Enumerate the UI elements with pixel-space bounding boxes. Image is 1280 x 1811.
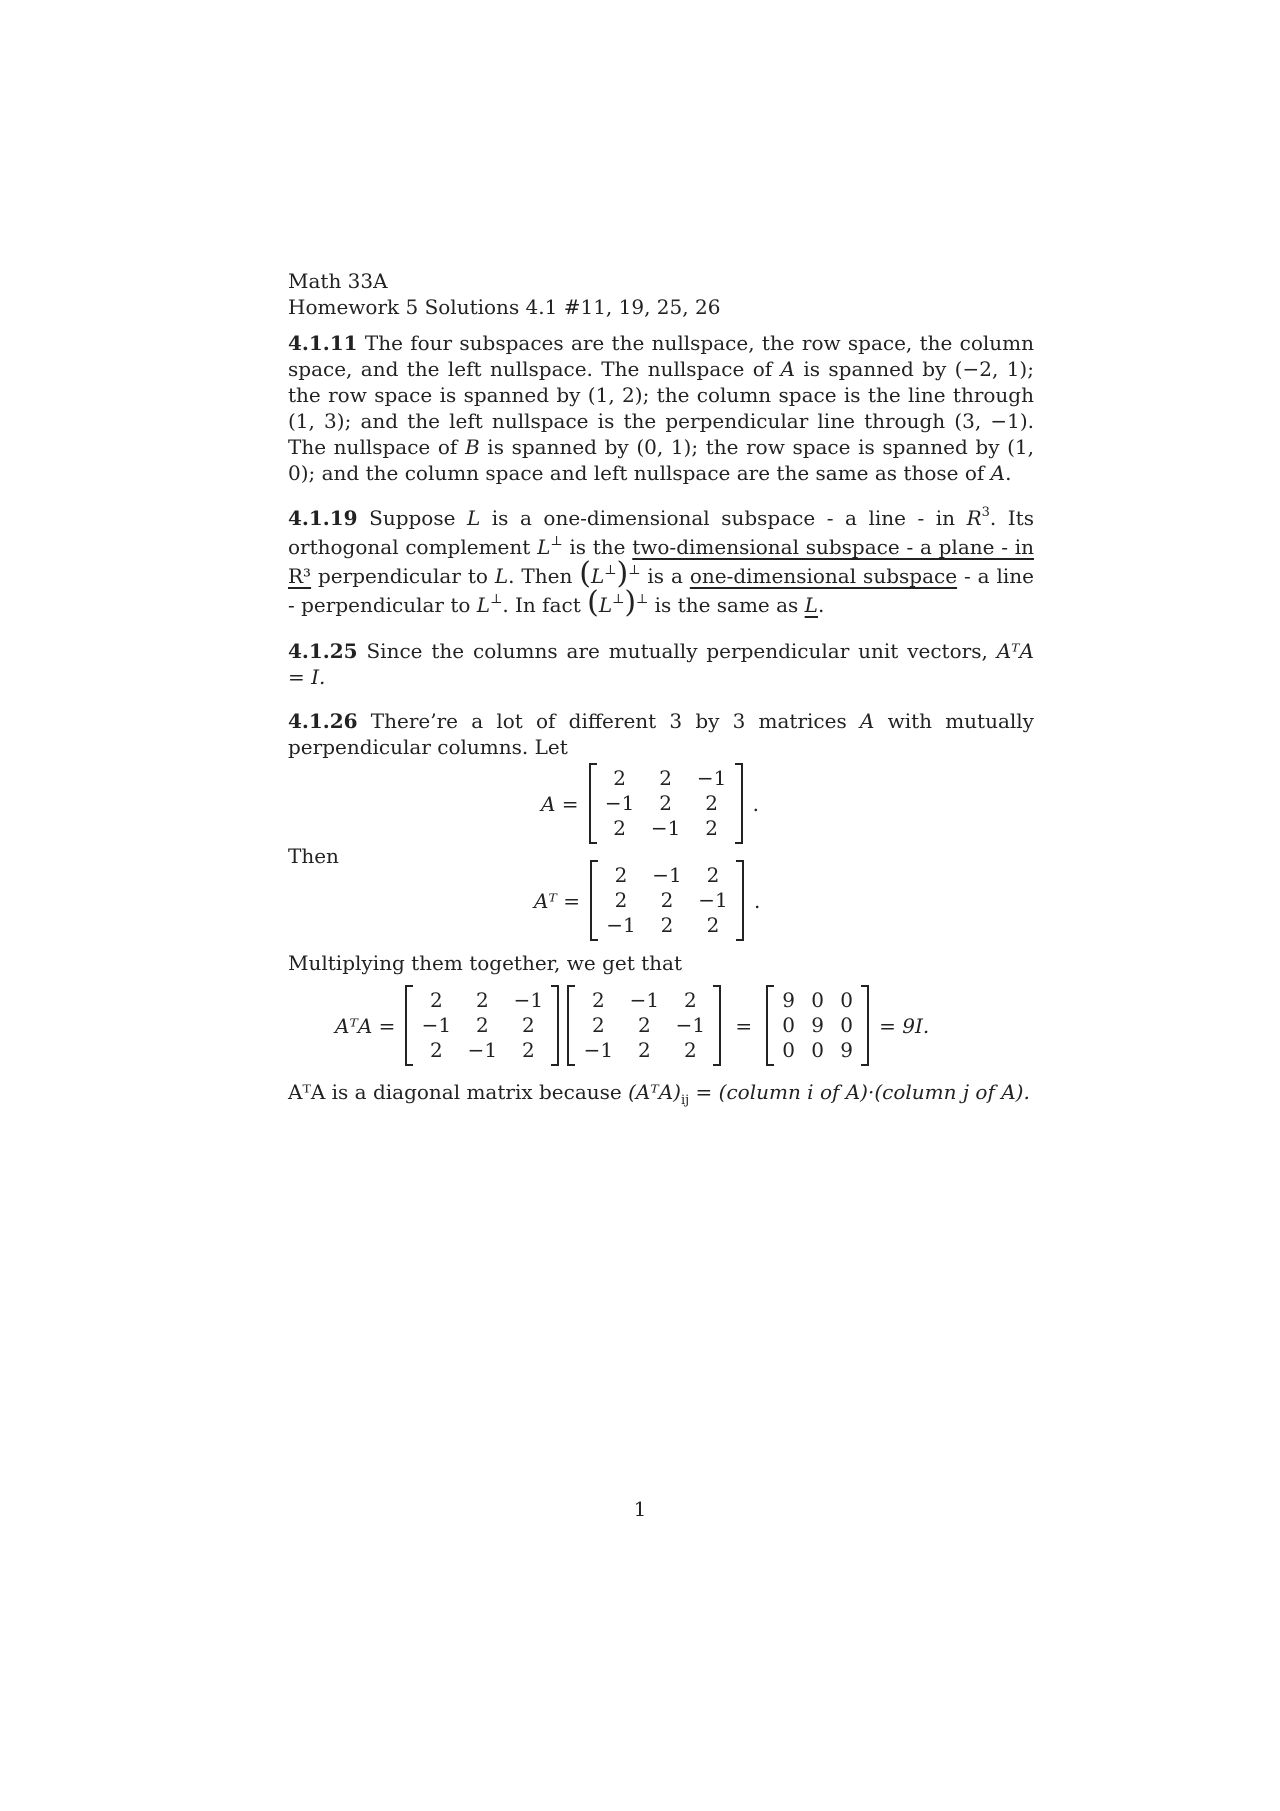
matrix-cell: 0 bbox=[811, 1038, 825, 1062]
matrix-cell: 2 bbox=[476, 1013, 489, 1037]
matrix-cell: 2 bbox=[592, 1013, 605, 1037]
text: perpendicular to bbox=[311, 564, 495, 588]
equation: AᵀA = I. bbox=[288, 639, 1034, 689]
matrix-cell: −1 bbox=[467, 1038, 498, 1062]
solution-4-1-19 bbox=[288, 504, 1034, 620]
text: is spanned by (−2, 1); the row space is spanned by (1, 2); the column space is the line through (1, 3); and the left nullspace is the perpendicular line through (3, −1). The nullspace of bbox=[288, 357, 1034, 459]
text: is a one-dimensional subspace - a line - in bbox=[480, 506, 967, 530]
document-title: Homework 5 Solutions 4.1 #11, 19, 25, 26 bbox=[288, 295, 721, 319]
matrix-cell: 2 bbox=[430, 1038, 443, 1062]
var: A bbox=[859, 709, 875, 733]
var: A bbox=[780, 357, 795, 381]
perp-symbol: ⊥ bbox=[490, 592, 503, 607]
course-name: Math 33A bbox=[288, 269, 388, 293]
var: A bbox=[990, 461, 1006, 485]
var: L bbox=[494, 564, 509, 588]
equation-lhs: A = bbox=[541, 791, 579, 816]
var: R bbox=[966, 506, 982, 530]
matrix-cell: 2 bbox=[613, 766, 626, 790]
matrix-cell: −1 bbox=[696, 766, 727, 790]
underlined-answer: two-dimensional subspace - a plane - in R³ bbox=[288, 535, 1034, 588]
matrix-cell: 9 bbox=[811, 1013, 825, 1037]
equation-lhs: AᵀA = bbox=[335, 1013, 396, 1038]
problem-number: 4.1.19 bbox=[288, 506, 358, 530]
matrix-cell: 2 bbox=[659, 766, 672, 790]
text: There’re a lot of different 3 by 3 matrices bbox=[357, 709, 860, 733]
text: AᵀA is a diagonal matrix because bbox=[288, 1080, 629, 1104]
matrix-a-transpose bbox=[567, 986, 721, 1065]
solution-4-1-25 bbox=[288, 638, 1034, 690]
matrix-cell: 2 bbox=[660, 913, 674, 937]
problem-number: 4.1.25 bbox=[288, 639, 358, 663]
result: = 9I. bbox=[879, 1013, 930, 1038]
text: is the same as bbox=[648, 593, 805, 617]
text: . Then bbox=[508, 564, 580, 588]
matrix-a bbox=[405, 986, 559, 1065]
conclusion bbox=[288, 1079, 1034, 1108]
matrix-cell: −1 bbox=[606, 913, 636, 937]
var: L bbox=[466, 506, 481, 530]
matrix-cell: −1 bbox=[698, 888, 728, 912]
equals-sign: = bbox=[735, 1013, 753, 1038]
matrix-cell: −1 bbox=[513, 988, 544, 1012]
text: . bbox=[817, 593, 825, 617]
text: is the bbox=[562, 535, 633, 559]
paren: ( bbox=[579, 556, 591, 591]
matrix-cell: −1 bbox=[652, 863, 682, 887]
var: L bbox=[598, 593, 613, 617]
matrix-cell: 2 bbox=[706, 913, 720, 937]
text: is a bbox=[640, 564, 690, 588]
var: L bbox=[590, 564, 605, 588]
underlined-answer: L bbox=[804, 593, 818, 617]
paren: ( bbox=[587, 585, 599, 620]
matrix-cell: 2 bbox=[592, 988, 605, 1012]
matrix-cell: −1 bbox=[583, 1038, 614, 1062]
matrix-cell: 2 bbox=[522, 1013, 535, 1037]
paren: ) bbox=[624, 585, 637, 620]
text: The four subspaces are the nullspace, the row space, the column space, and the left nullspace. The nullspace of bbox=[288, 331, 1034, 381]
problem-number: 4.1.11 bbox=[288, 331, 358, 355]
matrix-cell: 2 bbox=[659, 791, 672, 815]
solution-4-1-26 bbox=[288, 708, 1034, 760]
then-label: Then bbox=[288, 844, 339, 868]
matrix-cell: −1 bbox=[421, 1013, 452, 1037]
var: B bbox=[464, 435, 480, 459]
perp-symbol: ⊥ bbox=[604, 563, 617, 578]
text: . Its orthogonal complement bbox=[288, 506, 1034, 559]
text: with mutually perpendicular columns. Let bbox=[288, 709, 1034, 759]
product-display bbox=[335, 986, 1034, 1065]
paren: ) bbox=[616, 556, 629, 591]
matrix-cell: 2 bbox=[705, 816, 718, 840]
matrix-at-display bbox=[534, 861, 1034, 940]
text: Suppose bbox=[357, 506, 467, 530]
text: . In fact bbox=[502, 593, 588, 617]
period: . bbox=[752, 791, 759, 816]
equation: = (column i of A)·(column j of A). bbox=[689, 1080, 1030, 1104]
matrix-cell: 2 bbox=[638, 1038, 651, 1062]
matrix-cell: 9 bbox=[782, 988, 796, 1012]
equation-lhs: Aᵀ = bbox=[534, 888, 580, 913]
period: . bbox=[753, 888, 761, 913]
matrix-cell: 2 bbox=[706, 863, 720, 887]
matrix-cell: 0 bbox=[840, 1013, 854, 1037]
matrix-cell: 9 bbox=[840, 1038, 854, 1062]
matrix-cell: 2 bbox=[684, 1038, 697, 1062]
text: - a line - perpendicular to bbox=[288, 564, 1035, 617]
matrix-a bbox=[589, 764, 743, 843]
matrix-cell: 2 bbox=[705, 791, 718, 815]
matrix-cell: 0 bbox=[782, 1038, 796, 1062]
matrix-cell: 2 bbox=[430, 988, 443, 1012]
subscript: ij bbox=[680, 1093, 690, 1108]
page-number: 1 bbox=[633, 1497, 647, 1521]
matrix-cell: −1 bbox=[675, 1013, 706, 1037]
problem-number: 4.1.26 bbox=[288, 709, 358, 733]
matrix-cell: −1 bbox=[650, 816, 681, 840]
perp-symbol: ⊥ bbox=[636, 592, 649, 607]
matrix-cell: 2 bbox=[613, 816, 626, 840]
matrix-cell: 2 bbox=[614, 863, 628, 887]
matrix-a-display bbox=[541, 764, 1034, 843]
exponent: 3 bbox=[981, 505, 990, 520]
matrix-a-transpose bbox=[590, 861, 744, 940]
matrix-cell: 2 bbox=[476, 988, 489, 1012]
var: L bbox=[537, 535, 551, 559]
text: . bbox=[1005, 461, 1012, 485]
perp-symbol: ⊥ bbox=[550, 534, 563, 549]
var: L bbox=[476, 593, 491, 617]
equation: (AᵀA) bbox=[628, 1080, 681, 1104]
perp-symbol: ⊥ bbox=[628, 563, 641, 578]
matrix-cell: 2 bbox=[660, 888, 674, 912]
matrix-cell: 2 bbox=[638, 1013, 651, 1037]
perp-symbol: ⊥ bbox=[612, 592, 625, 607]
underlined-answer: one-dimensional subspace bbox=[689, 564, 958, 588]
matrix-cell: 0 bbox=[840, 988, 854, 1012]
matrix-cell: 0 bbox=[782, 1013, 796, 1037]
matrix-cell: 2 bbox=[522, 1038, 535, 1062]
solution-4-1-11 bbox=[288, 330, 1034, 486]
text: is spanned by (0, 1); the row space is spanned by (1, 0); and the column space and left nullspace are the same as those of bbox=[288, 435, 1035, 485]
matrix-cell: −1 bbox=[629, 988, 660, 1012]
multiplying-label: Multiplying them together, we get that bbox=[288, 951, 682, 975]
matrix-cell: 0 bbox=[811, 988, 825, 1012]
document-page bbox=[288, 268, 1035, 1108]
matrix-nine-identity bbox=[766, 986, 869, 1065]
matrix-cell: 2 bbox=[684, 988, 697, 1012]
matrix-cell: 2 bbox=[614, 888, 628, 912]
text: Since the columns are mutually perpendicular unit vectors, bbox=[357, 639, 997, 663]
matrix-cell: −1 bbox=[604, 791, 635, 815]
